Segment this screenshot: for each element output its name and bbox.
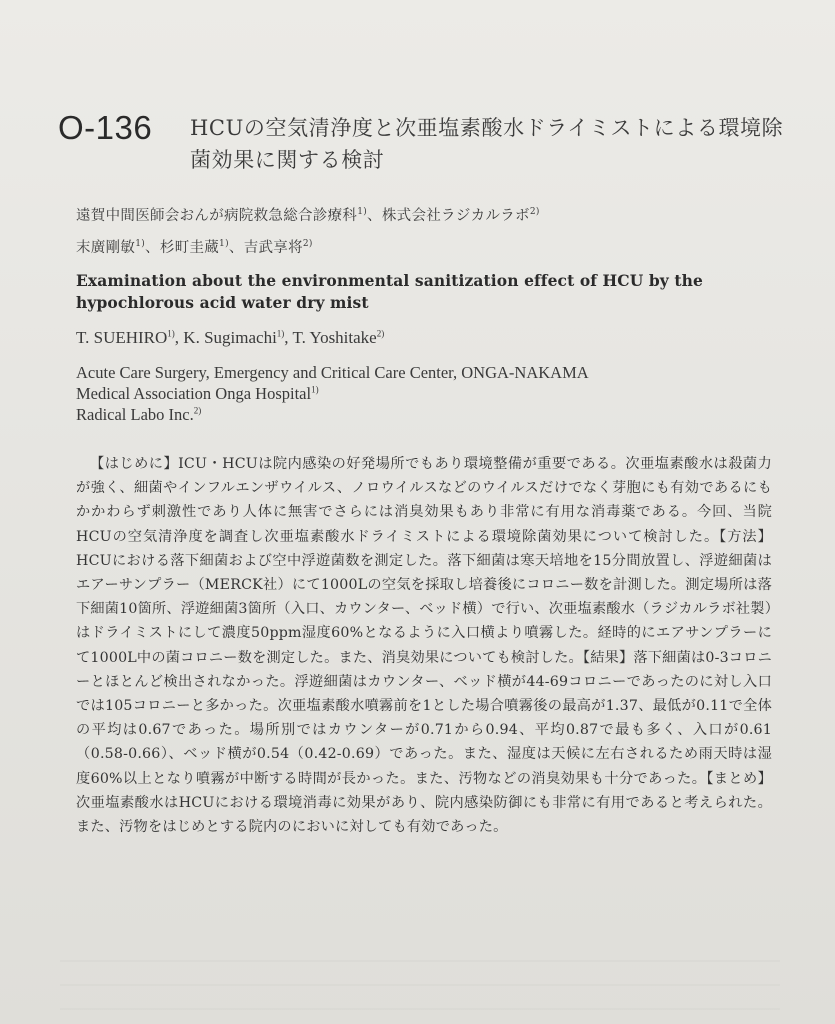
affiliation-line-2-text: Medical Association Onga Hospital	[76, 384, 312, 403]
affiliations-english	[76, 362, 776, 425]
affiliation-jp-1-mark: 1)	[357, 207, 368, 218]
author-en-3: T. Yoshitake	[292, 328, 377, 347]
affiliation-line-1: Acute Care Surgery, Emergency and Critical Care Center, ONGA-NAKAMA	[76, 363, 589, 382]
author-en-1-mark: 1)	[167, 328, 175, 339]
abstract-header	[58, 108, 788, 188]
authors-japanese-line1	[76, 200, 776, 232]
affiliation-jp-2-mark: 2)	[529, 207, 540, 218]
title-english: Examination about the environmental sanitization effect of HCU by the hypochlorous acid water dry mist	[76, 271, 703, 312]
author-jp-3-mark: 2)	[302, 239, 313, 250]
authors-japanese-line2	[76, 232, 776, 264]
affiliation-jp-1: 遠賀中間医師会おんが病院救急総合診療科	[76, 208, 358, 224]
show-through-text	[60, 960, 780, 1020]
affiliation-line-2	[76, 383, 776, 404]
affiliation-jp-2: 、株式会社ラジカルラボ	[367, 208, 530, 224]
abstract-body: 【はじめに】ICU・HCUは院内感染の好発場所でもあり環境整備が重要である。次亜塩素酸水は殺菌力が強く、細菌やインフルエンザウイルス、ノロウイルスなどのウイルスだけでなく芽胞にも有効であるにもかかわらず刺激性であり人体に無害でさらには消臭効果もあり非常に有用な消毒薬である。今回、当院HCUの空気清浄度を調査し次亜塩素酸水ドライミストによる環境除菌効果について検討した。【方法】HCUにおける落下細菌および空中浮遊菌数を測定した。落下細菌は寒天培地を15分間放置し、浮遊細菌はエアーサンプラー（MERCK社）にて1000Lの空気を採取し培養後にコロニー数を計測した。測定場所は落下細菌10箇所、浮遊細菌3箇所（入口、カウンター、ベッド横）で行い、次亜塩素酸水（ラジカルラボ社製）はドライミストにして濃度50ppm湿度60%となるように入口横より噴霧した。経時的にエアサンプラーにて1000L中の菌コロニー数を測定した。また、消臭効果についても検討した。【結果】落下細菌は0-3コロニーとほとんど検出されなかった。浮遊細菌はカウンター、ベッド横が44-69コロニーであったのに対し入口では105コロニーと多かった。次亜塩素酸水噴霧前を1とした場合噴霧後の最高が1.37、最低が0.11で全体の平均は0.67であった。場所別ではカウンターが0.71から0.94、平均0.87で最も多く、入口が0.61（0.58-0.66）、ベッド横が0.54（0.42-0.69）であった。また、湿度は天候に左右されるため雨天時は湿度60%以上となり噴霧が中断する時間が長かった。また、汚物などの消臭効果も十分であった。【まとめ】次亜塩素酸水はHCUにおける環境消毒に効果があり、院内感染防御にも非常に有用であると考えられた。また、汚物をはじめとする院内のにおいに対しても有効であった。	[76, 456, 772, 836]
author-jp-3: 、吉武享将	[228, 240, 303, 256]
affiliation-line-3	[76, 404, 776, 425]
author-en-1: T. SUEHIRO	[76, 328, 168, 347]
author-jp-2: 、杉町圭蔵	[145, 240, 220, 256]
affiliation-line-3-mark: 2)	[193, 405, 202, 416]
author-jp-1: 末廣剛敏	[76, 240, 136, 256]
authors-english	[76, 327, 776, 349]
author-en-2-mark: 1)	[276, 328, 285, 339]
author-jp-2-mark: 1)	[219, 239, 229, 250]
abstract-id: O-136	[58, 109, 153, 146]
title-japanese: HCUの空気清浄度と次亜塩素酸水ドライミストによる環境除菌効果に関する検討	[190, 116, 784, 172]
authors-english-line: T. SUEHIRO$^{1)}$, K. Sugimachi$^{1)}$, T. Yoshitake$^{2)}$	[76, 328, 385, 347]
affiliation-line-3-text: Radical Labo Inc.	[76, 405, 194, 424]
author-jp-1-mark: 1)	[135, 239, 146, 250]
author-en-3-mark: 2)	[376, 328, 385, 339]
affiliation-line-2-mark: 1)	[311, 384, 319, 395]
author-en-2: K. Sugimachi	[183, 328, 277, 347]
authors-japanese	[76, 200, 776, 264]
